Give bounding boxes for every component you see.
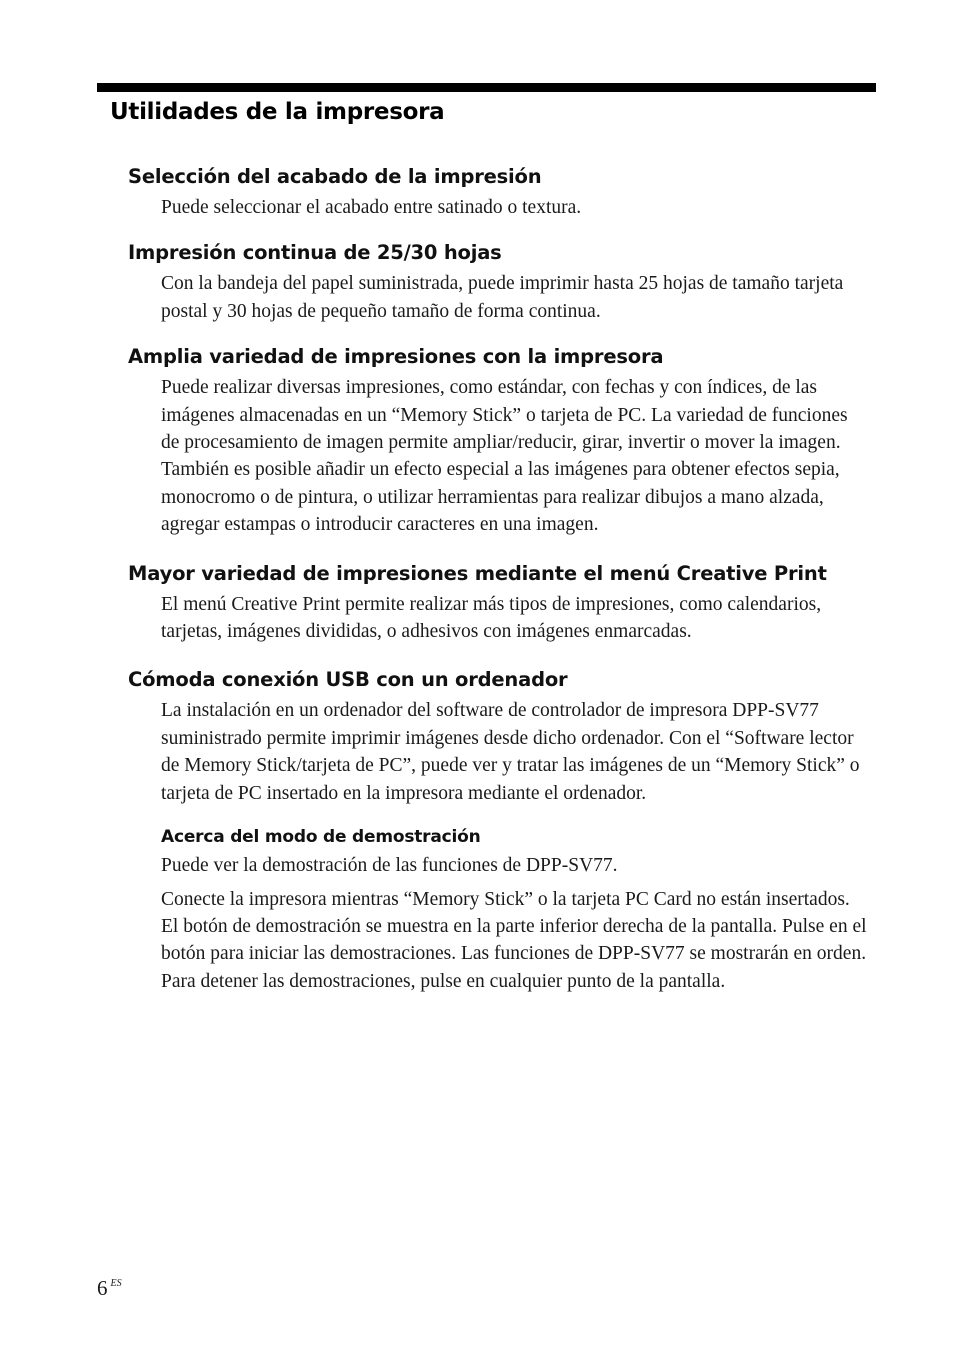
section-heading: Impresión continua de 25/30 hojas — [128, 241, 502, 265]
section-creative-print — [128, 557, 868, 646]
subsection-paragraph: Puede ver la demostración de las funciones de DPP-SV77. — [161, 855, 618, 877]
section-print-finish — [128, 160, 868, 221]
subsection-paragraph: Conecte la impresora mientras “Memory Stick” o la tarjeta PC Card no están insertados. El botón de demostración se muestra en la parte inferior derecha de la pantalla. Pulse en el botón para iniciar las demostraciones. Las funciones de DPP-SV77 se mostrarán en orden. Para detener las demostraciones, pulse en cualquier punto de la pantalla. — [161, 888, 867, 992]
subsection-demo-mode — [128, 822, 868, 995]
section-continuous-print — [128, 236, 868, 325]
section-paragraph: El menú Creative Print permite realizar más tipos de impresiones, como calendarios, tarjetas, imágenes divididas, o adhesivos con imágenes enmarcadas. — [161, 593, 822, 643]
section-paragraph: Puede realizar diversas impresiones, como estándar, con fechas y con índices, de las imágenes almacenadas en un “Memory Stick” o tarjeta de PC. La variedad de funciones de procesamiento de imagen permite ampliar/reducir, girar, invertir o mover la imagen. También es posible añadir un efecto especial a las imágenes para obtener efectos sepia, monocromo o de pintura, o utilizar herramientas para realizar dibujos a mano alzada, agregar estampas o introducir caracteres en una imagen. — [161, 377, 848, 536]
top-rule — [97, 83, 876, 92]
section-heading: Amplia variedad de impresiones con la impresora — [128, 345, 664, 369]
page-language-code: ES — [110, 1278, 122, 1289]
section-paragraph: La instalación en un ordenador del software de controlador de impresora DPP-SV77 suministrado permite imprimir imágenes desde dicho ordenador. Con el “Software lector de Memory Stick/tarjeta de PC”, puede ver y tratar las imágenes de un “Memory Stick” o tarjeta de PC insertado en la impresora mediante el ordenador. — [161, 700, 860, 804]
section-heading: Selección del acabado de la impresión — [128, 165, 542, 188]
section-heading: Cómoda conexión USB con un ordenador — [128, 668, 568, 692]
section-heading: Mayor variedad de impresiones mediante el menú Creative Print — [128, 561, 827, 585]
content — [128, 160, 868, 995]
section-usb-connection — [128, 663, 868, 807]
page-number: 6 — [97, 1276, 108, 1300]
page-footer — [97, 1276, 122, 1301]
section-paragraph: Puede seleccionar el acabado entre satinado o textura. — [161, 197, 582, 218]
section-paragraph: Con la bandeja del papel suministrada, puede imprimir hasta 25 hojas de tamaño tarjeta postal y 30 hojas de pequeño tamaño de forma continua. — [161, 273, 844, 322]
subsection-heading: Acerca del modo de demostración — [161, 827, 481, 848]
section-print-variety — [128, 340, 868, 538]
page-title: Utilidades de la impresora — [110, 99, 445, 125]
